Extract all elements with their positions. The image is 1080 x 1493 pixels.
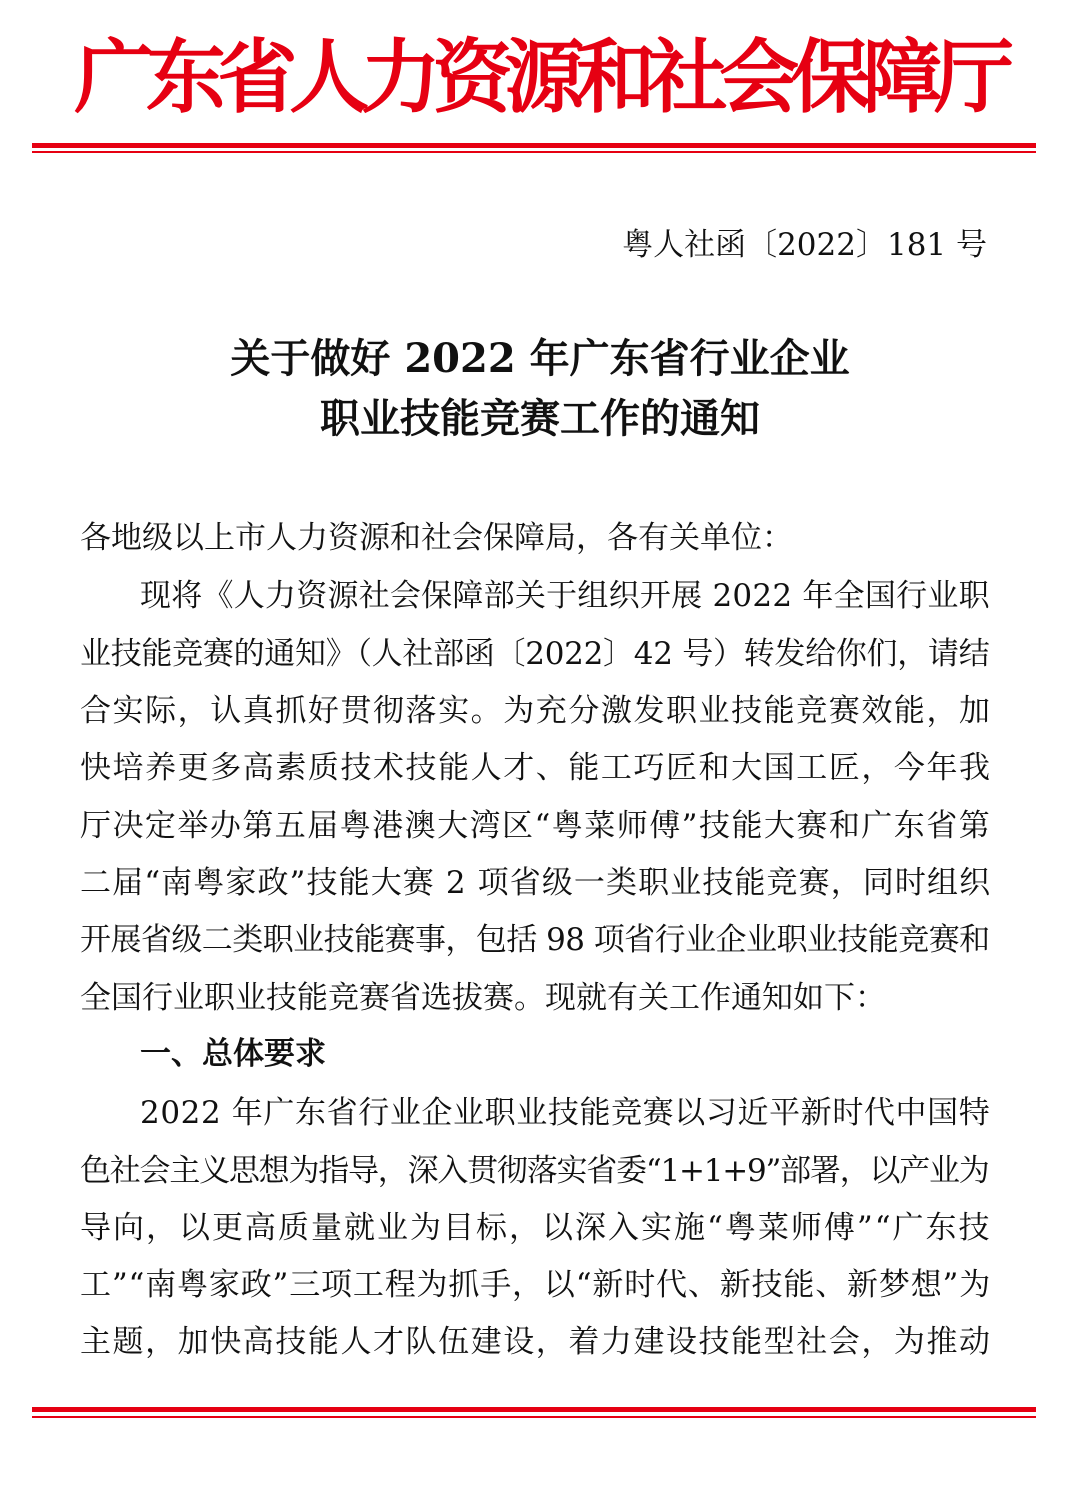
salutation: 各地级以上市人力资源和社会保障局，各有关单位： <box>80 520 793 556</box>
section-line: 导向，以更高质量就业为目标，以深入实施“粤菜师傅”“广东技 <box>80 1210 992 1246</box>
footer-rule-thin <box>32 1416 1036 1418</box>
body-line: 现将《人力资源社会保障部关于组织开展 2022 年全国行业职 <box>140 578 990 614</box>
body-line: 快培养更多高素质技术技能人才、能工巧匠和大国工匠，今年我 <box>80 750 992 786</box>
section-line: 色社会主义思想为指导，深入贯彻落实省委“1+1+9”部署，以产业为 <box>80 1153 989 1189</box>
document-title-line-2: 职业技能竞赛工作的通知 <box>320 395 760 442</box>
body-line: 开展省级二类职业技能赛事，包括 98 项省行业企业职业技能竞赛和 <box>80 922 990 958</box>
section-line: 工”“南粤家政”三项工程为抓手，以“新时代、新技能、新梦想”为 <box>80 1267 992 1303</box>
body-line: 二届“南粤家政”技能大赛 2 项省级一类职业技能竞赛，同时组织 <box>80 865 992 901</box>
body-line: 厅决定举办第五届粤港澳大湾区“粤菜师傅”技能大赛和广东省第 <box>80 808 992 844</box>
masthead-rule-thin <box>32 151 1036 153</box>
section-line: 2022 年广东省行业企业职业技能竞赛以习近平新时代中国特 <box>140 1095 991 1131</box>
section-heading-general-requirements: 一、总体要求 <box>140 1036 326 1072</box>
document-number: 粤人社函〔2022〕181 号 <box>622 227 987 263</box>
masthead-rule-thick <box>32 143 1036 148</box>
body-line: 业技能竞赛的通知》（人社部函〔2022〕42 号）转发给你们，请结 <box>80 636 990 672</box>
footer-rule-thick <box>32 1407 1036 1412</box>
document-title-line-1: 关于做好 2022 年广东省行业企业 <box>230 335 850 382</box>
body-line: 合实际，认真抓好贯彻落实。为充分激发职业技能竞赛效能，加 <box>80 693 992 729</box>
masthead-title: 广东省人力资源和社会保障厅 <box>74 30 1006 124</box>
body-line: 全国行业职业技能竞赛省选拔赛。现就有关工作通知如下： <box>80 980 886 1016</box>
section-line: 主题，加快高技能人才队伍建设，着力建设技能型社会，为推动 <box>80 1324 992 1360</box>
